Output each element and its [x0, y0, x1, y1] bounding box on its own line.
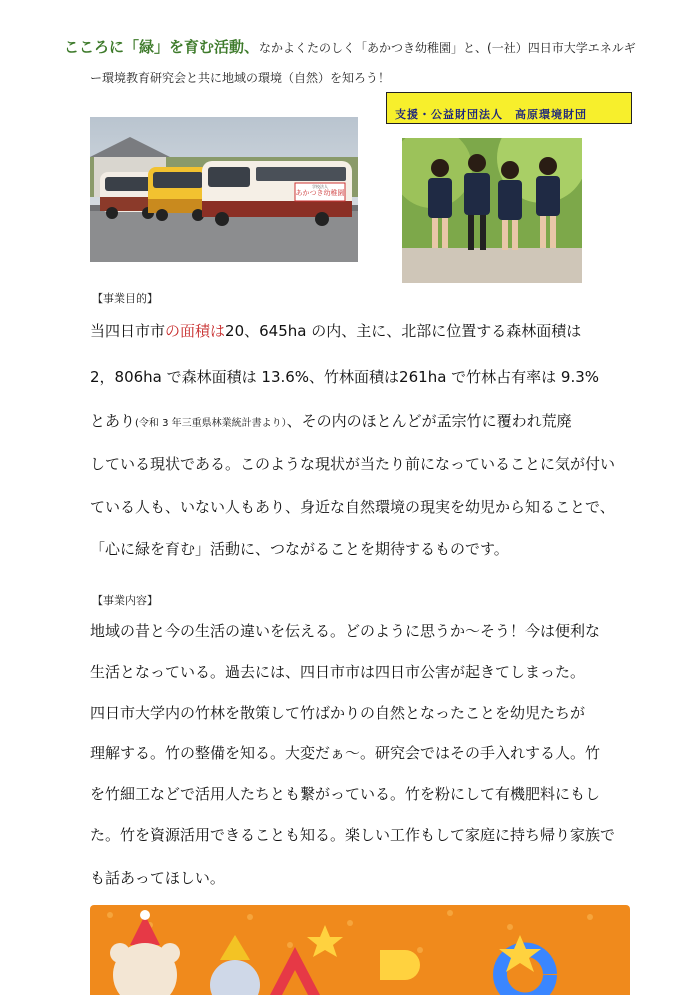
purpose-line-6: 「心に緑を育む」活動に、つながることを期待するものです。: [90, 540, 509, 558]
title-sub: なかよくたのしく「あかつき幼稚園」と、(一社）四日市大学エネルギ: [259, 41, 636, 55]
purpose-line-2: 2，806ha で森林面積は 13.6%、竹林面積は261ha で竹林占有率は 9.3%: [90, 368, 600, 386]
content-line-1: 地域の昔と今の生活の違いを伝える。どのように思うか～そう！今は便利な: [90, 622, 601, 640]
content-line-3: 四日市大学内の竹林を散策して竹ばかりの自然となったことを幼児たちが: [90, 704, 586, 722]
content-line-6: た。竹を資源活用できることも知る。楽しい工作もして家庭に持ち帰り家族で: [90, 826, 616, 844]
children-illustration: [402, 138, 582, 283]
content-line-4: 理解する。竹の整備を知る。大変だぁ～。研究会ではその手入れする人。竹: [90, 744, 601, 762]
purpose-line-1: [90, 320, 581, 341]
purpose-line-3-pre: とあり: [90, 412, 136, 430]
bus-photo: [90, 117, 358, 262]
content-line-2: 生活となっている。過去には、四日市市は四日市公害が起きてしまった。: [90, 663, 586, 681]
children-photo: [402, 138, 582, 283]
source-note: (令和 3 年三重県林業統計書より）: [135, 418, 287, 429]
bus-logo: 学校法人: [312, 184, 328, 189]
purpose-line-1-post: 20、645ha の内、主に、北部に位置する森林面積は: [225, 322, 582, 340]
title-line2: ー環境教育研究会と共に地域の環境（自然）を知ろう！: [90, 71, 391, 85]
content-line-7: も話あってほしい。: [90, 869, 225, 887]
abc-illustration: [90, 905, 630, 995]
page-title: [64, 38, 674, 57]
purpose-heading: 【事業目的】: [92, 292, 158, 305]
bus-2: [148, 167, 210, 221]
content-heading: 【事業内容】: [92, 594, 158, 607]
title-main: こころに「緑」を育む活動、: [64, 38, 260, 56]
purpose-line-3: [90, 410, 572, 431]
purpose-line-1-pre: 当四日市市: [90, 322, 166, 340]
purpose-line-3-post: 、その内のほとんどが孟宗竹に覆われ荒廃: [286, 412, 572, 430]
bus-label: あかつき幼稚園: [295, 189, 345, 197]
support-banner: [386, 92, 632, 124]
abc-card-art: [90, 905, 630, 995]
banner-text: 支援・公益財団法人 高原環境財団: [395, 108, 587, 121]
purpose-line-5: ている人も、いない人もあり、身近な自然環境の現実を幼児から知ることで、: [90, 498, 615, 516]
bus-3: [202, 161, 352, 226]
purpose-line-4: している現状である。このような現状が当たり前になっていることに気が付い: [90, 455, 616, 473]
content-line-5: を竹細工などで活用人たちとも繋がっている。竹を粉にして有機肥料にもし: [90, 785, 601, 803]
area-highlight: の面積は: [165, 322, 226, 340]
bus-illustration: [90, 117, 358, 262]
